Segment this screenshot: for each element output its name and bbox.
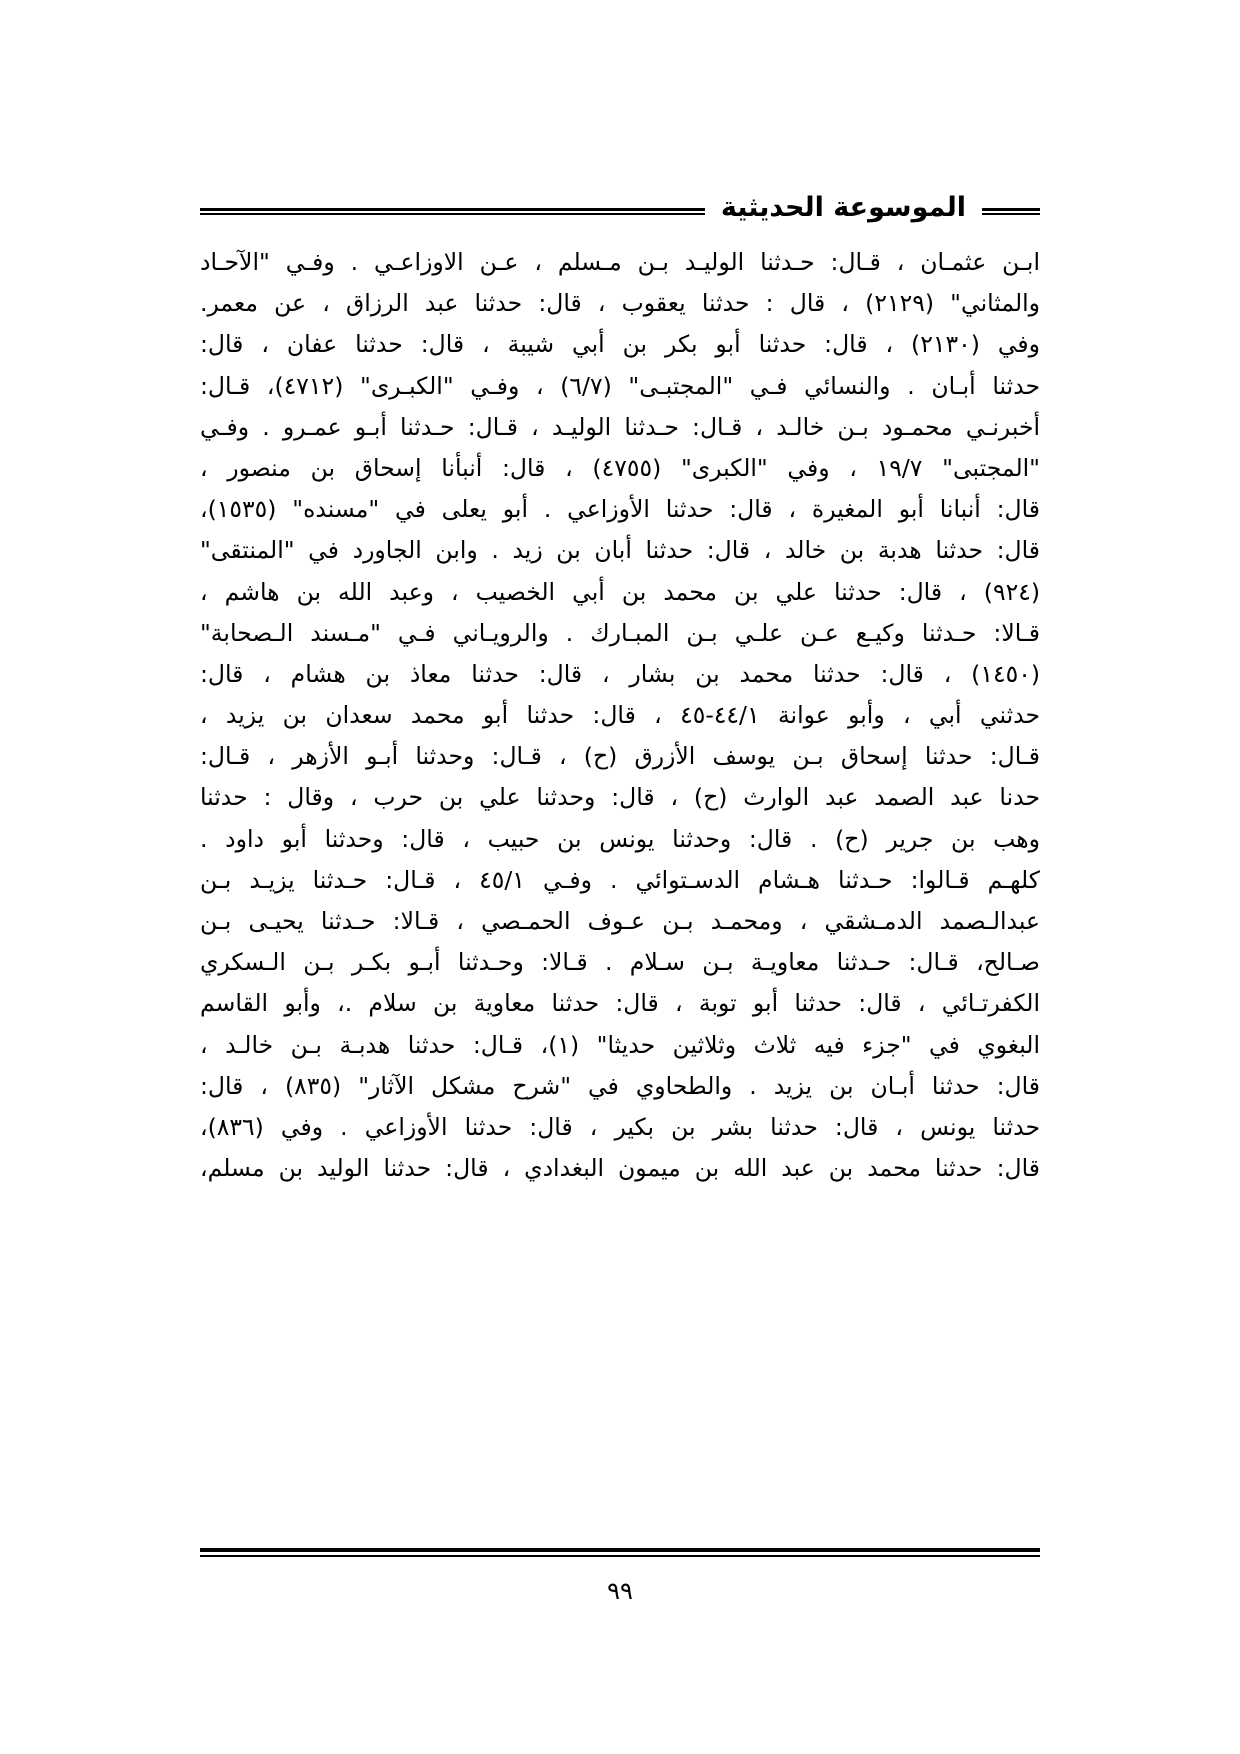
header-rule-left	[200, 208, 705, 215]
text-line: قال: أنبانا أبو المغيرة ، قال: حدثنا الأوزاعي . أبو يعلى في "مسنده" (١٥٣٥)،	[200, 495, 1040, 524]
body-text	[200, 242, 1040, 1189]
text-line: (١٤٥٠) ، قال: حدثنا محمد بن بشار ، قال: حدثنا معاذ بن هشام ، قال:	[200, 659, 1040, 688]
text-line: حدثنا أبـان . والنسائي فـي "المجتبـى" (٦/٧) ، وفـي "الكبـرى" (٤٧١٢)، قـال:	[200, 371, 1040, 400]
text-line: حدثنا يونس ، قال: حدثنا بشر بن بكير ، قال: حدثنا الأوزاعي . وفي (٨٣٦)،	[200, 1112, 1040, 1141]
text-line: وفي (٢١٣٠) ، قال: حدثنا أبو بكر بن أبي شيبة ، قال: حدثنا عفان ، قال:	[200, 330, 1040, 359]
text-line: "المجتبى" ١٩/٧ ، وفي "الكبرى" (٤٧٥٥) ، قال: أنبأنا إسحاق بن منصور ،	[200, 453, 1040, 482]
text-line: (٩٢٤) ، قال: حدثنا علي بن محمد بن أبي الخصيب ، وعبد الله بن هاشم ،	[200, 577, 1040, 606]
text-line: قال: حدثنا أبـان بن يزيد . والطحاوي في "شرح مشكل الآثار" (٨٣٥) ، قال:	[200, 1071, 1040, 1100]
text-line: كلهـم قـالوا: حـدثنا هـشام الدسـتوائي . وفـي ٤٥/١ ، قـال: حـدثنا يزيـد بـن	[200, 865, 1040, 894]
running-header	[200, 188, 1040, 228]
text-line: قال: حدثنا هدبة بن خالد ، قال: حدثنا أبان بن زيد . وابن الجاورد في "المنتقى"	[200, 536, 1040, 565]
text-line: ابـن عثمـان ، قـال: حـدثنا الوليـد بـن مـسلم ، عـن الاوزاعـي . وفـي "الآحـاد	[200, 248, 1040, 276]
text-line: حدثني أبي ، وأبو عوانة ٤٤/١-٤٥ ، قال: حدثنا أبو محمد سعدان بن يزيد ،	[200, 701, 1040, 730]
text-line: صـالح، قـال: حـدثنا معاويـة بـن سـلام . قـالا: وحـدثنا أبـو بكـر بـن الـسكري	[200, 948, 1040, 977]
page-number: ٩٩	[607, 1577, 633, 1605]
footer-rule	[200, 1548, 1040, 1557]
text-line: والمثاني" (٢١٢٩) ، قال : حدثنا يعقوب ، قال: حدثنا عبد الرزاق ، عن معمر.	[200, 289, 1040, 318]
text-line: أخبرنـي محمـود بـن خالـد ، قـال: حـدثنا الوليـد ، قـال: حـدثنا أبـو عمـرو . وفـي	[200, 412, 1040, 441]
text-line: حدنا عبد الصمد عبد الوارث (ح) ، قال: وحدثنا علي بن حرب ، وقال : حدثنا	[200, 783, 1040, 812]
text-line: قال: حدثنا محمد بن عبد الله بن ميمون البغدادي ، قال: حدثنا الوليد بن مسلم،	[200, 1154, 1040, 1183]
text-line: قـالا: حـدثنا وكيـع عـن علـي بـن المبـارك . والرويـاني فـي "مـسند الـصحابة"	[200, 618, 1040, 647]
text-line: البغوي في "جزء فيه ثلاث وثلاثين حديثا" (١)، قـال: حدثنا هدبـة بـن خالـد ،	[200, 1030, 1040, 1059]
header-rule-right	[982, 208, 1040, 215]
header-title: الموسوعة الحديثية	[707, 188, 980, 228]
text-line: قـال: حدثنا إسحاق بـن يوسف الأزرق (ح) ، قـال: وحدثنا أبـو الأزهر ، قـال:	[200, 742, 1040, 771]
text-line: عبدالـصمد الدمـشقي ، ومحمـد بـن عـوف الحمـصي ، قـالا: حـدثنا يحيـى بـن	[200, 907, 1040, 935]
text-line: الكفرتـائي ، قال: حدثنا أبو توبة ، قال: حدثنا معاوية بن سلام .، وأبو القاسم	[200, 989, 1040, 1018]
text-line: وهب بن جرير (ح) . قال: وحدثنا يونس بن حبيب ، قال: وحدثنا أبو داود .	[200, 824, 1040, 853]
